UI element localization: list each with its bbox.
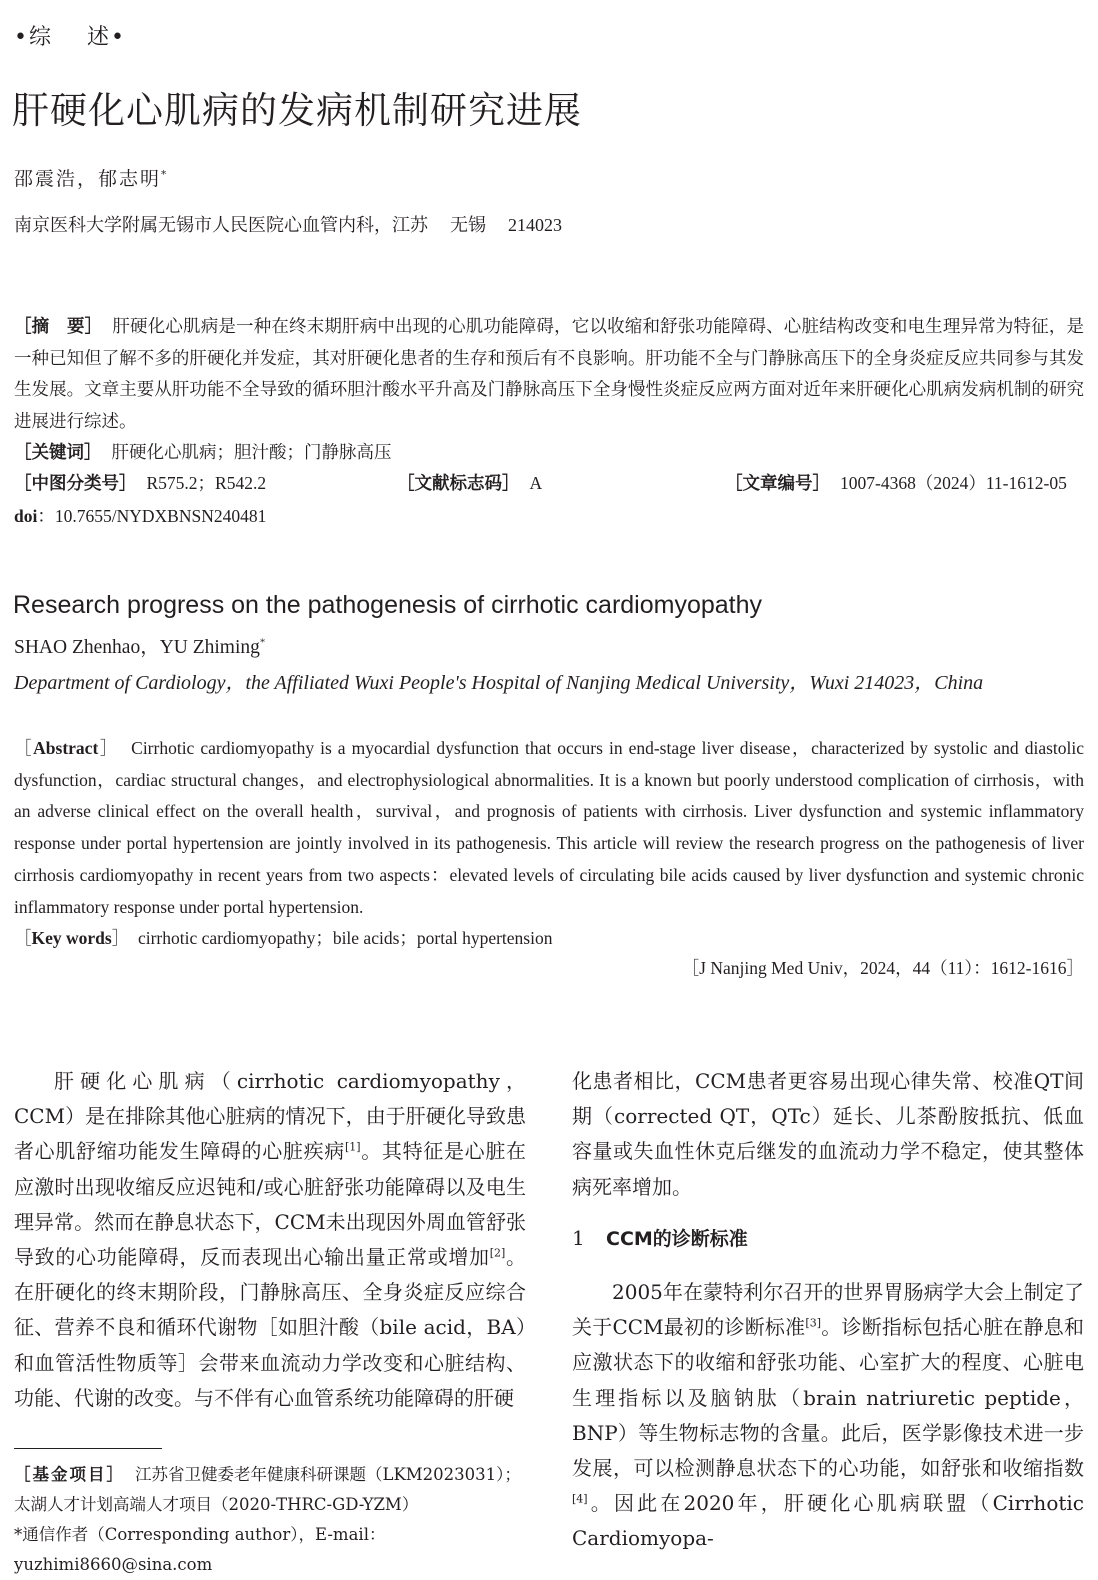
- section-tag-left: •综: [14, 25, 53, 50]
- affiliation-en: Department of Cardiology，the Affiliated Wuxi People's Hospital of Nanjing Medical University，Wuxi 214023，China: [14, 672, 984, 694]
- reference-link[interactable]: [2]: [489, 1246, 506, 1260]
- reference-link[interactable]: [1]: [344, 1140, 361, 1154]
- doi-value[interactable]: ：10.7655/NYDXBNSN240481: [37, 506, 267, 526]
- authors-en-names: SHAO Zhenhao，YU Zhiming: [14, 637, 260, 658]
- keywords-cn-text: 肝硬化心肌病；胆汁酸；门静脉高压: [111, 443, 392, 463]
- title-cn: 肝硬化心肌病的发病机制研究进展: [12, 89, 582, 132]
- footnotes: [14, 1460, 536, 1580]
- body-text: 。其特征是心脏在应激时出现收缩反应迟钝和/或心脏舒张功能障碍以及电生理异常。然而在静息状态下，CCM未出现因外周血管舒张导致的心功能障碍，反而表现出心输出量正常或增加: [14, 1139, 526, 1270]
- section-number: 1: [572, 1225, 585, 1250]
- doc-code-value: A: [529, 473, 543, 493]
- title-en: Research progress on the pathogenesis of cirrhotic cardiomyopathy: [13, 591, 763, 619]
- doc-code-label: ［文献标志码］: [397, 474, 520, 494]
- abstract-cn: [14, 312, 1084, 470]
- article-no-value: 1007-4368（2024）11-1612-05: [840, 473, 1067, 493]
- footnote-divider: [14, 1448, 162, 1449]
- body-paragraph: [572, 1275, 1084, 1557]
- abstract-cn-label: ［摘 要］: [14, 317, 103, 337]
- affiliation-cn-main: 南京医科大学附属无锡市人民医院心血管内科，江苏: [14, 215, 428, 236]
- article-no-label: ［文章编号］: [725, 474, 830, 494]
- corresponding-mark-en: *: [259, 636, 266, 649]
- authors-cn: [14, 164, 168, 191]
- doi-label: doi: [14, 506, 38, 526]
- citation: ［J Nanjing Med Univ，2024，44（11）：1612-1616］: [681, 958, 1084, 978]
- affiliation-cn-zip: 214023: [508, 215, 562, 235]
- section-tag: [14, 20, 126, 51]
- corresponding-mark: *: [161, 168, 169, 181]
- abstract-cn-text: 肝硬化心肌病是一种在终末期肝病中出现的心肌功能障碍，它以收缩和舒张功能障碍、心脏结构改变和电生理异常为特征，是一种已知但了解不多的肝硬化并发症，其对肝硬化患者的生存和预后有不良影响。肝功能不全与门静脉高压下的全身炎症反应共同参与其发生发展。文章主要从肝功能不全导致的循环胆汁酸水平升高及门静脉高压下全身慢性炎症反应两方面对近年来肝硬化心肌病发病机制的研究进展进行综述。: [14, 317, 1085, 432]
- body-paragraph: [14, 1064, 526, 1416]
- fund-text: 江苏省卫健委老年健康科研课题（LKM2023031）；太湖人才计划高端人才项目（2020-THRC-GD-YZM）: [14, 1465, 521, 1514]
- doi: [14, 503, 266, 528]
- abstract-en-text: Cirrhotic cardiomyopathy is a myocardial dysfunction that occurs in end-stage liver disease，characterized by systolic and diastolic dysfunction，cardiac structural changes，and electrophysiological abnormalities. It is a known but poorly understood complication of cirrhosis，with an adverse clinical effect on the overall health，survival，and prognosis of patients with cirrhosis. Liver dysfunction and systemic inflammatory response under portal hypertension are jointly involved in its pathogenesis. This article will review the research progress on the pathogenesis of liver cirrhosis cardiomyopathy in recent years from two aspects：elevated levels of circulating bile acids caused by liver dysfunction and systemic chronic inflammatory response under portal hypertension.: [14, 738, 1084, 917]
- corresponding-author-note: *通信作者（Corresponding author），E-mail：yuzhimi8660@sina.com: [14, 1525, 386, 1574]
- section-heading: [572, 1221, 1084, 1257]
- body-text: 。在肝硬化的终末期阶段，门静脉高压、全身炎症反应综合征、营养不良和循环代谢物［如胆汁酸（bile acid，BA）和血管活性物质等］会带来血流动力学改变和心脏结构、功能、代谢的改变。与不伴有心血管系统功能障碍的肝硬: [14, 1245, 527, 1410]
- clc-label: ［中图分类号］: [14, 474, 137, 494]
- reference-link[interactable]: [4]: [572, 1492, 588, 1506]
- reference-link[interactable]: [3]: [805, 1316, 821, 1330]
- body-text: 2005年在蒙特利尔召开的世界胃肠病学大会上制定了关于CCM最初的诊断标准: [572, 1280, 1084, 1340]
- body-text: 。诊断指标包括心脏在静息和应激状态下的收缩和舒张功能、心室扩大的程度、心脏电生理指标以及脑钠肽（brain natriuretic peptide，BNP）等生物标志物的含量。此后，医学影像技术进一步发展，可以检测静息状态下的心功能，如舒张和收缩指数: [572, 1315, 1085, 1481]
- keywords-cn-label: ［关键词］: [14, 443, 102, 463]
- body-column-left: [14, 1064, 526, 1416]
- authors-en: [14, 631, 265, 659]
- keywords-en-text: cirrhotic cardiomyopathy；bile acids；portal hypertension: [137, 928, 553, 949]
- clc-value: R575.2；R542.2: [146, 473, 267, 493]
- keywords-en-label: Key words: [31, 928, 112, 949]
- affiliation-cn-city: 无锡: [450, 215, 486, 236]
- body-paragraph: 化患者相比，CCM患者更容易出现心律失常、校准QT间期（corrected QT，QTc）延长、儿茶酚胺抵抗、低血容量或失血性休克后继发的血流动力学不稳定，使其整体病死率增加。: [572, 1069, 1084, 1199]
- abstract-en-label: Abstract: [33, 738, 99, 758]
- authors-cn-names: 邵震浩，郁志明: [14, 168, 162, 190]
- body-text: 。因此在2020年，肝硬化心肌病联盟（Cirrhotic Cardiomyopa-: [572, 1491, 1084, 1551]
- body-text: 肝硬化心肌病（cirrhotic cardiomyopathy，CCM）是在排除其他心脏病的情况下，由于肝硬化导致患者心肌舒缩功能发生障碍的心脏疾病: [14, 1069, 526, 1164]
- abstract-en: ［Abstract］ Cirrhotic cardiomyopathy is a myocardial dysfunction that occurs in end-stage liver disease，characterized by systolic and diastolic dysfunction，cardiac structural changes，and electrophysiological abnormalities. It is a known but poorly understood complication of cirrhosis，with an adverse clinical effect on the overall health，survival，and prognosis of patients with cirrhosis. Liver dysfunction and systemic inflammatory response under portal hypertension are jointly involved in its pathogenesis. This article will review the research progress on the pathogenesis of liver cirrhosis cardiomyopathy in recent years from two aspects：elevated levels of circulating bile acids caused by liver dysfunction and systemic chronic inflammatory response under portal hypertension. ［Key words］ cirrhotic cardiomyopathy；bile acids；portal hypertension: [14, 738, 1084, 949]
- section-tag-right: 述•: [86, 25, 126, 50]
- affiliation-cn: [14, 211, 562, 237]
- fund-label: ［基金项目］: [14, 1465, 125, 1484]
- body-column-right: [572, 1064, 1084, 1557]
- section-title: CCM的诊断标准: [606, 1227, 748, 1250]
